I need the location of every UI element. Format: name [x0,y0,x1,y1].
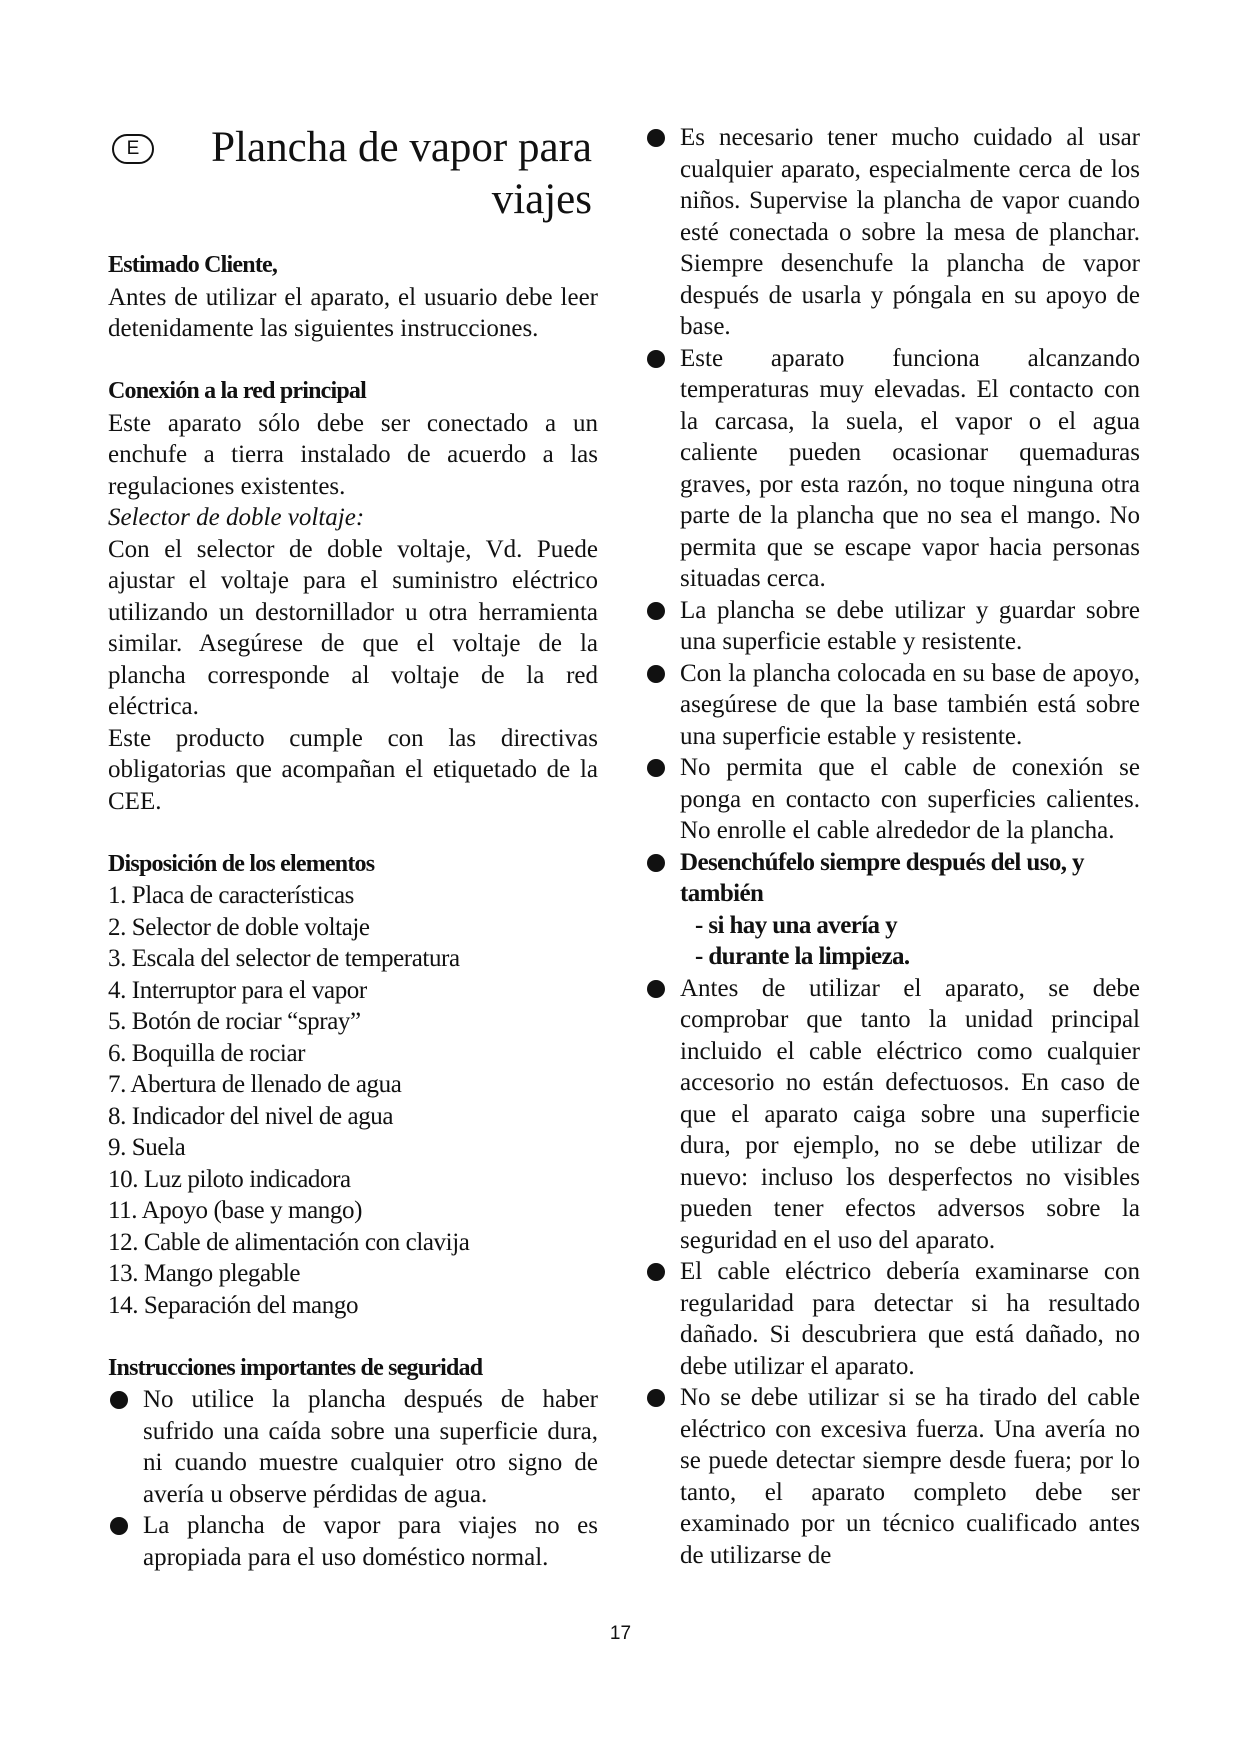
safety-item-text: Con la plancha colocada en su base de apoyo, asegúrese de que la base también está sobre una superficie estable y resistente. [680,659,1140,750]
list-item: 4. Interruptor para el vapor [108,976,367,1004]
list-item: 7. Abertura de llenado de agua [108,1071,402,1098]
selector-heading: Selector de doble voltaje: [108,504,365,531]
safety-item [645,973,1140,1257]
list-item: 2. Selector de doble voltaje [108,913,370,941]
list-item: 9. Suela [108,1134,186,1161]
left-column [108,122,598,1573]
bullet-dot-icon [647,665,665,683]
safety-heading: Instrucciones importantes de seguridad [108,1354,483,1381]
list-item: 8. Indicador del nivel de agua [108,1102,394,1130]
elements-heading: Disposición de los elementos [108,850,375,877]
list-item: 12. Cable de alimentación con clavija [108,1228,470,1256]
safety-item-text: No se debe utilizar si se ha tirado del cable eléctrico con excesiva fuerza. Una avería no se puede detectar siempre desde fuera; por lo tanto, el aparato completo debe ser examinado por un técnico cualificado antes de utilizarse de [680,1384,1140,1569]
safety-item [645,658,1140,753]
unplug-sub-cleaning: - durante la limpieza. [695,943,910,970]
greeting-text: Antes de utilizar el aparato, el usuario debe leer detenidamente las siguientes instrucciones. [108,283,598,342]
list-item: 14. Separación del mango [108,1291,359,1319]
right-column [645,122,1140,1571]
list-item: 11. Apoyo (base y mango) [108,1197,363,1224]
bullet-dot-icon [647,1263,665,1281]
safety-item [645,595,1140,658]
connection-text: Este aparato sólo debe ser conectado a un enchufe a tierra instalado de acuerdo a las regulaciones existentes. [108,409,598,500]
bullet-dot-icon [647,1389,665,1407]
directive-text: Este producto cumple con las directivas obligatorias que acompañan el etiquetado de la CEE. [108,724,598,815]
safety-item-text: No utilice la plancha después de haber sufrido una caída sobre una superficie dura, ni cuando muestre cualquier otro signo de avería u observe pérdidas de agua. [143,1386,598,1508]
safety-item [108,1510,598,1573]
unplug-sub-fault: - si hay una avería y [695,911,897,939]
bullet-dot-icon [647,129,665,147]
selector-text: Con el selector de doble voltaje, Vd. Puede ajustar el voltaje para el suministro eléctrico utilizando un destornillador u otra herramienta similar. Asegúrese de que el voltaje de la plancha corresponde al voltaje de la red eléctrica. [108,535,598,720]
safety-list-left [108,1384,598,1573]
safety-item-text: Antes de utilizar el aparato, se debe comprobar que tanto la unidad principal incluido el cable eléctrico como cualquier accesorio no están defectuosos. En caso de que el aparato caiga sobre una superficie dura, por ejemplo, no se debe utilizar de nuevo: incluso los desperfectos no visibles pueden tener efectos adversos sobre la seguridad en el uso del aparato. [680,974,1140,1254]
list-item: 13. Mango plegable [108,1260,301,1287]
page-title-line2: viajes [491,176,592,223]
bullet-dot-icon [110,1391,128,1409]
safety-item [645,752,1140,847]
safety-list-right [645,122,1140,1571]
list-item: 3. Escala del selector de temperatura [108,945,460,972]
safety-item-text: La plancha de vapor para viajes no es apropiada para el uso doméstico normal. [143,1512,598,1571]
greeting-heading: Estimado Cliente, [108,252,278,278]
bullet-dot-icon [647,350,665,368]
safety-item [645,343,1140,595]
title-block [108,122,598,250]
bullet-dot-icon [647,854,665,872]
bullet-dot-icon [110,1517,128,1535]
unplug-warning-text: Desenchúfelo siempre después del uso, y también [680,848,1084,907]
safety-item [645,1256,1140,1382]
safety-item [645,122,1140,343]
list-item: 10. Luz piloto indicadora [108,1165,351,1193]
safety-item [108,1384,598,1510]
bullet-dot-icon [647,759,665,777]
bullet-dot-icon [647,980,665,998]
safety-item-text: No permita que el cable de conexión se ponga en contacto con superficies calientes. No enrolle el cable alrededor de la plancha. [680,754,1140,844]
safety-item-text: Es necesario tener mucho cuidado al usar cualquier aparato, especialmente cerca de los niños. Supervise la plancha de vapor cuando esté conectada o sobre la mesa de planchar. Siempre desenchufe la plancha de vapor después de usarla y póngala en su apoyo de base. [680,124,1140,340]
list-item: 1. Placa de características [108,882,354,909]
bullet-dot-icon [647,602,665,620]
safety-item [645,1382,1140,1571]
list-item: 6. Boquilla de rociar [108,1039,306,1067]
safety-item-text: La plancha se debe utilizar y guardar sobre una superficie estable y resistente. [680,596,1140,655]
list-item: 5. Botón de rociar “spray” [108,1008,361,1035]
safety-item-text: El cable eléctrico debería examinarse con regularidad para detectar si ha resultado dañado. Si descubriera que está dañado, no debe utilizar el aparato. [680,1258,1140,1380]
language-badge: E [112,134,154,164]
page-title-line1: Plancha de vapor para [211,124,592,171]
elements-list [108,880,598,1321]
connection-heading: Conexión a la red principal [108,378,366,404]
safety-item-text: Este aparato funciona alcanzando temperaturas muy elevadas. El contacto con la carcasa, la suela, el vapor o el agua caliente pueden ocasionar quemaduras graves, por esta razón, no toque ninguna otra parte de la plancha que no sea el mango. No permita que se escape vapor hacia personas situadas cerca. [680,344,1140,592]
page-number: 17 [609,1623,632,1644]
unplug-warning [645,847,1140,973]
